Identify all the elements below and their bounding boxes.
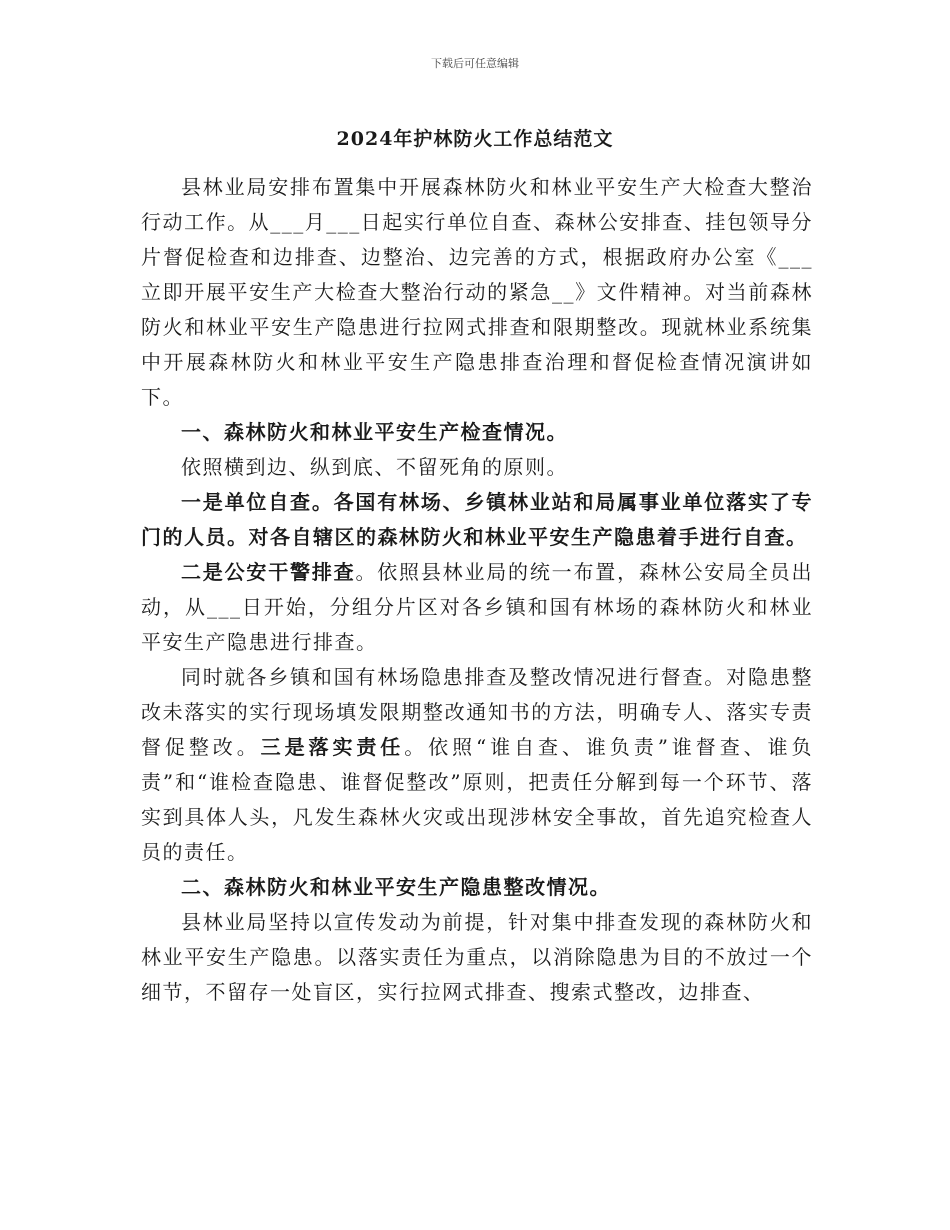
section-heading-2: 二、森林防火和林业平安生产隐患整改情况。 xyxy=(181,875,611,899)
header-note: 下载后可任意编辑 xyxy=(431,57,519,70)
section-heading-1: 一、森林防火和林业平安生产检查情况。 xyxy=(181,420,568,444)
paragraph-self-check: 一是单位自查。各国有林场、乡镇林业站和局属事业单位落实了专门的人员。对各自辖区的森林防火和林业平安生产隐患着手进行自查。 xyxy=(141,490,813,549)
document-title: 2024年护林防火工作总结范文 xyxy=(336,128,614,150)
document-body xyxy=(141,170,813,1010)
police-check-text: 。依照县林业局的统一布置，森林公安局全员出动，从___日开始，分组分片区对各乡镇和国有林场的森林防火和林业平安生产隐患进行排查。 xyxy=(141,560,814,654)
police-check-label: 二是公安干警排查 xyxy=(181,560,356,584)
paragraph-rectification: 县林业局坚持以宣传发动为前提，针对集中排查发现的森林防火和林业平安生产隐患。以落实责任为重点，以消除隐患为目的不放过一个细节，不留存一处盲区，实行拉网式排查、搜索式整改，边排查、 xyxy=(141,910,813,1004)
responsibility-label: 三是落实责任 xyxy=(260,735,405,759)
paragraph-principle: 依照横到边、纵到底、不留死角的原则。 xyxy=(181,455,568,479)
paragraph-supervision xyxy=(141,660,813,870)
supervision-text: 同时就各乡镇和国有林场隐患排查及整改情况进行督查。对隐患整改未落实的实行现场填发限期整改通知书的方法，明确专人、落实专责督促整改。 xyxy=(141,665,813,759)
responsibility-text: 。依照“谁自查、谁负责”谁督查、谁负责”和“谁检查隐患、谁督促整改”原则，把责任分解到每一个环节、落实到具体人头，凡发生森林火灾或出现涉林安全事故，首先追究检查人员的责任。 xyxy=(141,735,814,864)
paragraph-police-check xyxy=(141,555,813,660)
paragraph-intro: 县林业局安排布置集中开展森林防火和林业平安生产大检查大整治行动工作。从___月___日起实行单位自查、森林公安排查、挂包领导分片督促检查和边排查、边整治、边完善的方式，根据政府办公室《___立即开展平安生产大检查大整治行动的紧急__》文件精神。对当前森林防火和林业平安生产隐患进行拉网式排查和限期整改。现就林业系统集中开展森林防火和林业平安生产隐患排查治理和督促检查情况演讲如下。 xyxy=(141,175,813,409)
